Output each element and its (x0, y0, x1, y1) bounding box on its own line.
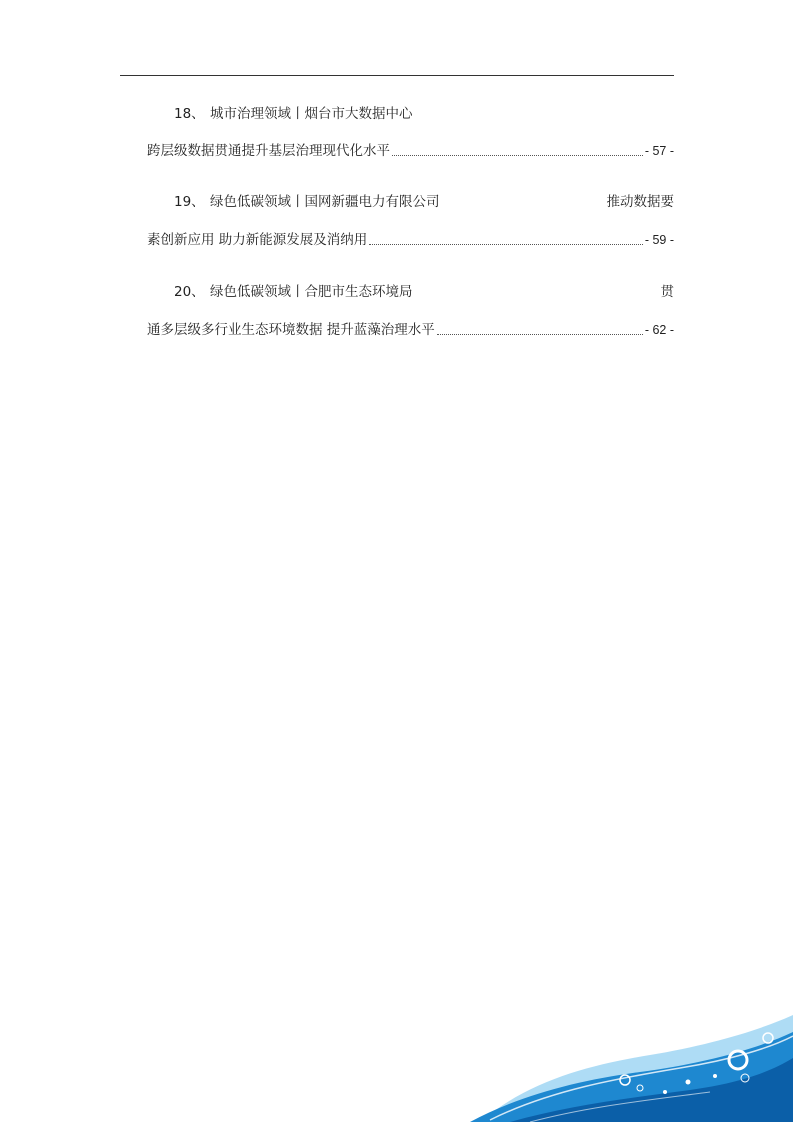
toc-entry-title-continued: 跨层级数据贯通提升基层治理现代化水平 (147, 143, 390, 159)
dot-leader (437, 333, 643, 335)
bubble-icon (686, 1080, 691, 1085)
bubble-icon (663, 1090, 667, 1094)
toc-entry-19[interactable] (147, 191, 674, 248)
toc-entry-number: 18、 (174, 106, 205, 122)
decorative-wave-graphic (470, 1010, 793, 1122)
toc-entry-title: 城市治理领域丨烟台市大数据中心 (210, 106, 413, 122)
toc-entry-title: 绿色低碳领域丨国网新疆电力有限公司 (210, 194, 440, 210)
toc-entry-page: - 62 - (644, 323, 674, 337)
toc-entry-title-tail: 推动数据要 (606, 194, 674, 210)
bubble-icon (713, 1074, 717, 1078)
toc-entry-number: 20、 (174, 284, 205, 300)
toc-entry-number: 19、 (174, 194, 205, 210)
dot-leader (392, 154, 643, 156)
dot-leader (369, 243, 643, 245)
toc-entry-page: - 57 - (644, 144, 674, 158)
toc-entry-18[interactable] (147, 103, 674, 159)
header-rule (120, 75, 674, 76)
toc-entry-title-tail: 贯 (660, 284, 674, 300)
toc-entry-title-continued: 通多层级多行业生态环境数据 提升蓝藻治理水平 (147, 322, 435, 338)
toc-entry-page: - 59 - (644, 233, 674, 247)
toc-entry-title-continued: 素创新应用 助力新能源发展及消纳用 (147, 232, 368, 248)
toc-entry-title: 绿色低碳领域丨合肥市生态环境局 (210, 284, 413, 300)
toc-entry-20[interactable] (147, 281, 674, 338)
